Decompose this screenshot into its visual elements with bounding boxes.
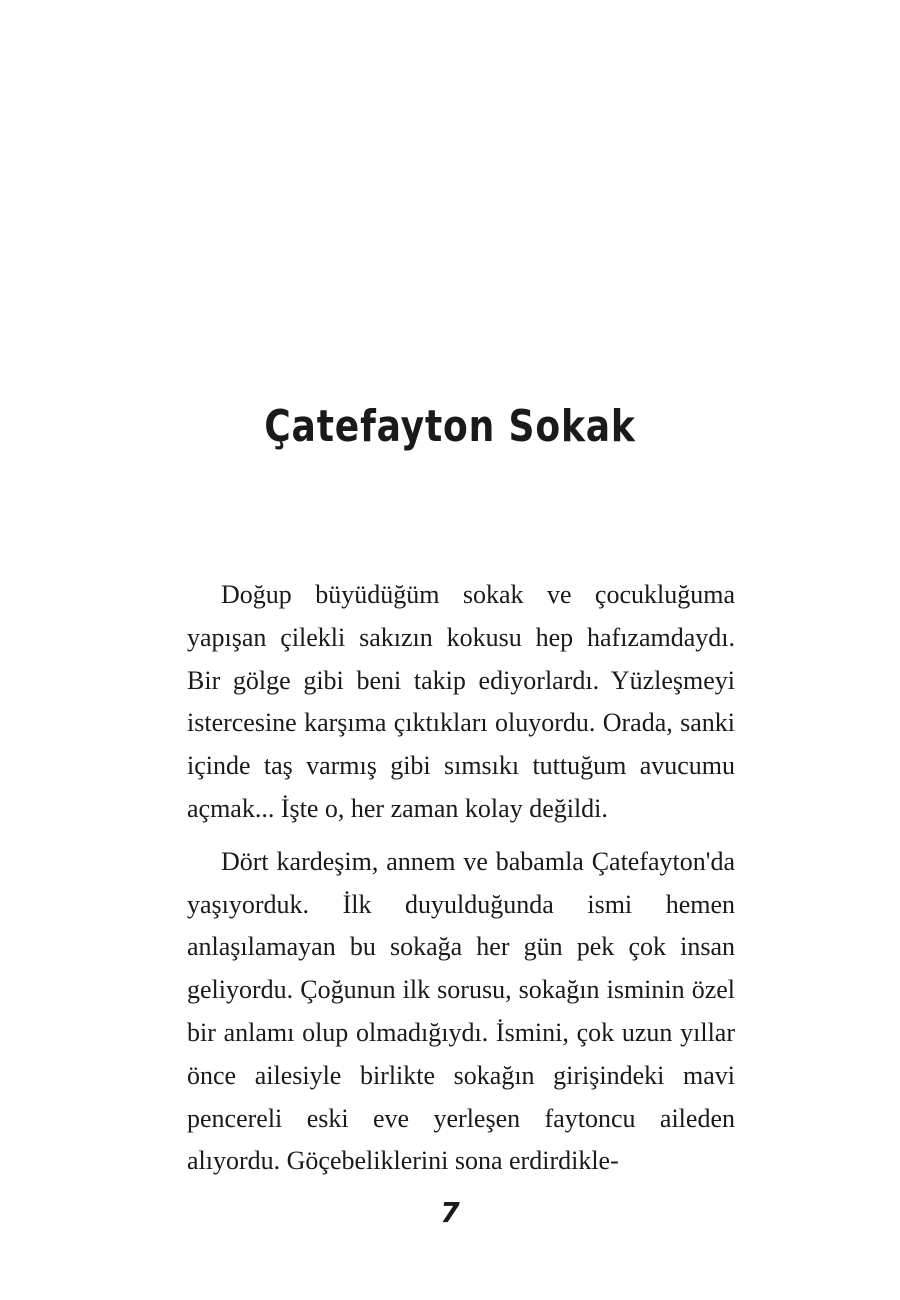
chapter-body <box>187 574 735 1183</box>
page-number: 7 <box>440 1196 460 1229</box>
chapter-title: Çatefayton Sokak <box>264 401 636 453</box>
paragraph-1: Doğup büyüdüğüm sokak ve çocukluğuma yapışan çilekli sakızın kokusu hep hafızamdaydı. Bir gölge gibi beni takip ediyorlardı. Yüzleşmeyi istercesine karşıma çıktıkları oluyordu. Orada, sanki içinde taş varmış gibi sımsıkı tuttuğum avucumu açmak... İşte o, her zaman kolay değildi. <box>187 580 735 823</box>
paragraph-2: Dört kardeşim, annem ve babamla Çatefayton'da yaşıyorduk. İlk duyulduğunda ismi hemen anlaşılamayan bu sokağa her gün pek çok insan geliyordu. Çoğunun ilk sorusu, sokağın isminin özel bir anlamı olup olmadığıydı. İsmini, çok uzun yıllar önce ailesiyle birlikte sokağın girişindeki mavi pencereli eski eve yerleşen faytoncu aileden alıyordu. Göçebeliklerini sona erdirdikle- <box>187 846 735 1176</box>
